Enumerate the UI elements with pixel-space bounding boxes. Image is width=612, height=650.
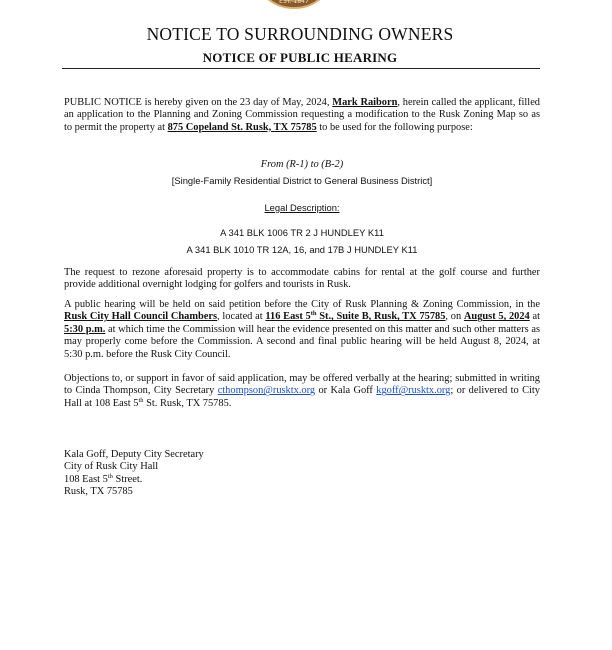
notice-subtitle: NOTICE OF PUBLIC HEARING	[202, 50, 398, 65]
objections-paragraph: Objections to, or support in favor of said application, may be offered verbally at the hearing; submitted in writing to Cinda Thompson, City Secretary cthompson@rusktx.org or Kala Goff kgoff@rusktx.org; or delivered to City Hall at 108 East 5th St. Rusk, TX 75785.	[64, 373, 540, 409]
applicant-name: Mark Raiborn	[332, 97, 398, 108]
legal-description-line: A 341 BLK 1010 TR 12A, 16, and 17B J HUNDLEY K11	[186, 244, 418, 255]
signatory-name: Kala Goff, Deputy City Secretary	[64, 449, 204, 460]
legal-description-heading: Legal Description:	[264, 202, 340, 213]
signatory-street: 108 East 5th Street.	[64, 472, 143, 485]
signature-block	[64, 449, 540, 499]
hearing-paragraph: A public hearing will be held on said petition before the City of Rusk Planning & Zoning Commission, in the Rusk City Hall Council Chambers, located at 116 East 5th St., Suite B, Rusk, TX 75785, on August 5, 2024 at 5:30 p.m. at which time the Commission will hear the evidence presented on this matter and such other matters as may properly come before the Commission. A second and final public hearing will be held August 8, 2024, at 5:30 p.m. before the Rusk City Council.	[64, 299, 541, 360]
title-divider	[62, 68, 540, 69]
property-address: 875 Copeland St. Rusk, TX 75785	[167, 121, 317, 133]
hearing-location: Rusk City Hall Council Chambers	[64, 311, 218, 323]
zoning-districts: [Single-Family Residential District to General Business District]	[171, 175, 433, 186]
signatory-org: City of Rusk City Hall	[64, 461, 159, 473]
intro-paragraph: PUBLIC NOTICE is hereby given on the 23 day of May, 2024, Mark Raiborn, herein called the applicant, filled an application to the Planning and Zoning Commission requesting a modification to the Rusk Zoning Map so as to permit the property at 875 Copeland St. Rusk, TX 75785 to be used for the following purpose:	[64, 97, 541, 133]
hearing-time: 5:30 p.m.	[64, 323, 106, 335]
legal-description-line: A 341 BLK 1006 TR 2 J HUNDLEY K11	[220, 227, 384, 238]
email-link-goff[interactable]: kgoff@rusktx.org	[376, 385, 451, 397]
signatory-city: Rusk, TX 75785	[64, 486, 133, 498]
purpose-paragraph: The request to rezone aforesaid property is to accommodate cabins for rental at the golf course and further provide additional overnight lodging for golfers and tourists in Rusk.	[64, 267, 540, 291]
hearing-address: 116 East 5th St., Suite B, Rusk, TX 75785	[265, 310, 446, 323]
hearing-date: August 5, 2024	[463, 311, 530, 323]
zoning-change: From (R-1) to (B-2)	[260, 159, 344, 170]
notice-title: NOTICE TO SURROUNDING OWNERS	[146, 24, 454, 44]
seal-text: EST. 1847	[279, 0, 309, 5]
email-link-thompson[interactable]: cthompson@rusktx.org	[217, 385, 316, 397]
city-seal-logo	[258, 0, 330, 10]
